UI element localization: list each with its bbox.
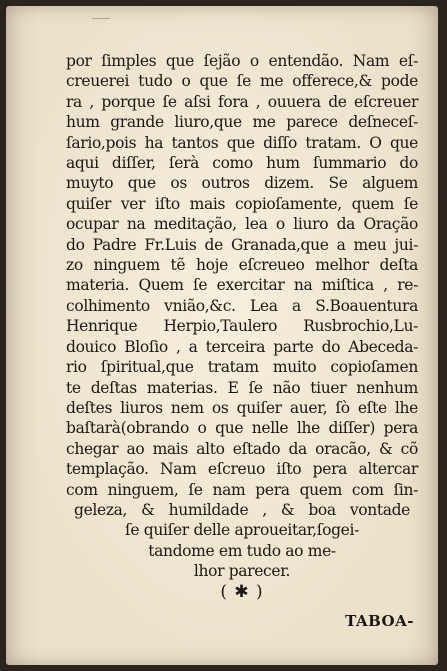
- book-page: [6, 6, 438, 665]
- text-line: baſtarà(obrando o que nelle lhe diſſer) pera: [66, 419, 418, 438]
- text-line: ra , porque ſe aſsi fora , ouuera de eſcreuer: [66, 92, 418, 111]
- text-line: quiſer ver iſto mais copioſamente, quem ſe: [66, 194, 418, 213]
- text-line: por ſimples que ſejão o entendão. Nam eſ-: [66, 52, 418, 70]
- text-line: ſe quiſer delle aproueitar,ſogei-: [125, 521, 359, 540]
- text-line: hum grande liuro,que me parece deſneceſ-: [66, 113, 418, 132]
- text-line: geleza, & humildade , & boa vontade: [74, 500, 410, 519]
- text-line: ſario,pois ha tantos que diſſo tratam. O que: [66, 133, 418, 152]
- text-line: creuerei tudo o que ſe me offerece,& pode: [66, 72, 418, 91]
- text-line: templação. Nam eſcreuo iſto pera altercar: [66, 460, 418, 479]
- body-text: [66, 51, 418, 602]
- text-line: muyto que os outros dizem. Se alguem: [66, 174, 418, 193]
- text-line: rio ſpiritual,que tratam muito copioſamen: [66, 358, 418, 377]
- text-line: deſtes liuros nem os quiſer auer, ſò eſte lhe: [66, 398, 418, 417]
- text-line: Henrique Herpio,Taulero Rusbrochio,Lu-: [66, 317, 418, 336]
- text-line: aqui diſſer, ſerà como hum ſummario do: [66, 154, 418, 173]
- text-line: douico Bloſio , a terceira parte do Abeceda-: [66, 337, 418, 356]
- asterisk-ornament-icon: ( ✱ ): [220, 581, 264, 602]
- text-line: lhor parecer.: [193, 562, 291, 581]
- catchword: TABOA-: [345, 612, 414, 630]
- text-line: ocupar na meditação, lea o liuro da Oração: [66, 215, 418, 234]
- text-line: zo ninguem tẽ hoje eſcreueo melhor deſta: [66, 256, 418, 275]
- text-line: tandome em tudo ao me-: [148, 541, 336, 560]
- text-line: chegar ao mais alto eſtado da oracão, & cõ: [66, 439, 418, 458]
- page-mark: [92, 18, 110, 23]
- text-line: do Padre Fr.Luis de Granada,que a meu jui-: [66, 235, 418, 254]
- text-line: colhimento vnião,&c. Lea a S.Boauentura: [66, 296, 418, 315]
- text-line: materia. Quem ſe exercitar na miſtica , re-: [66, 276, 418, 295]
- text-line: com ninguem, ſe nam pera quem com ſin-: [66, 480, 418, 499]
- text-line: te deſtas materias. E ſe não tiuer nenhum: [66, 378, 418, 397]
